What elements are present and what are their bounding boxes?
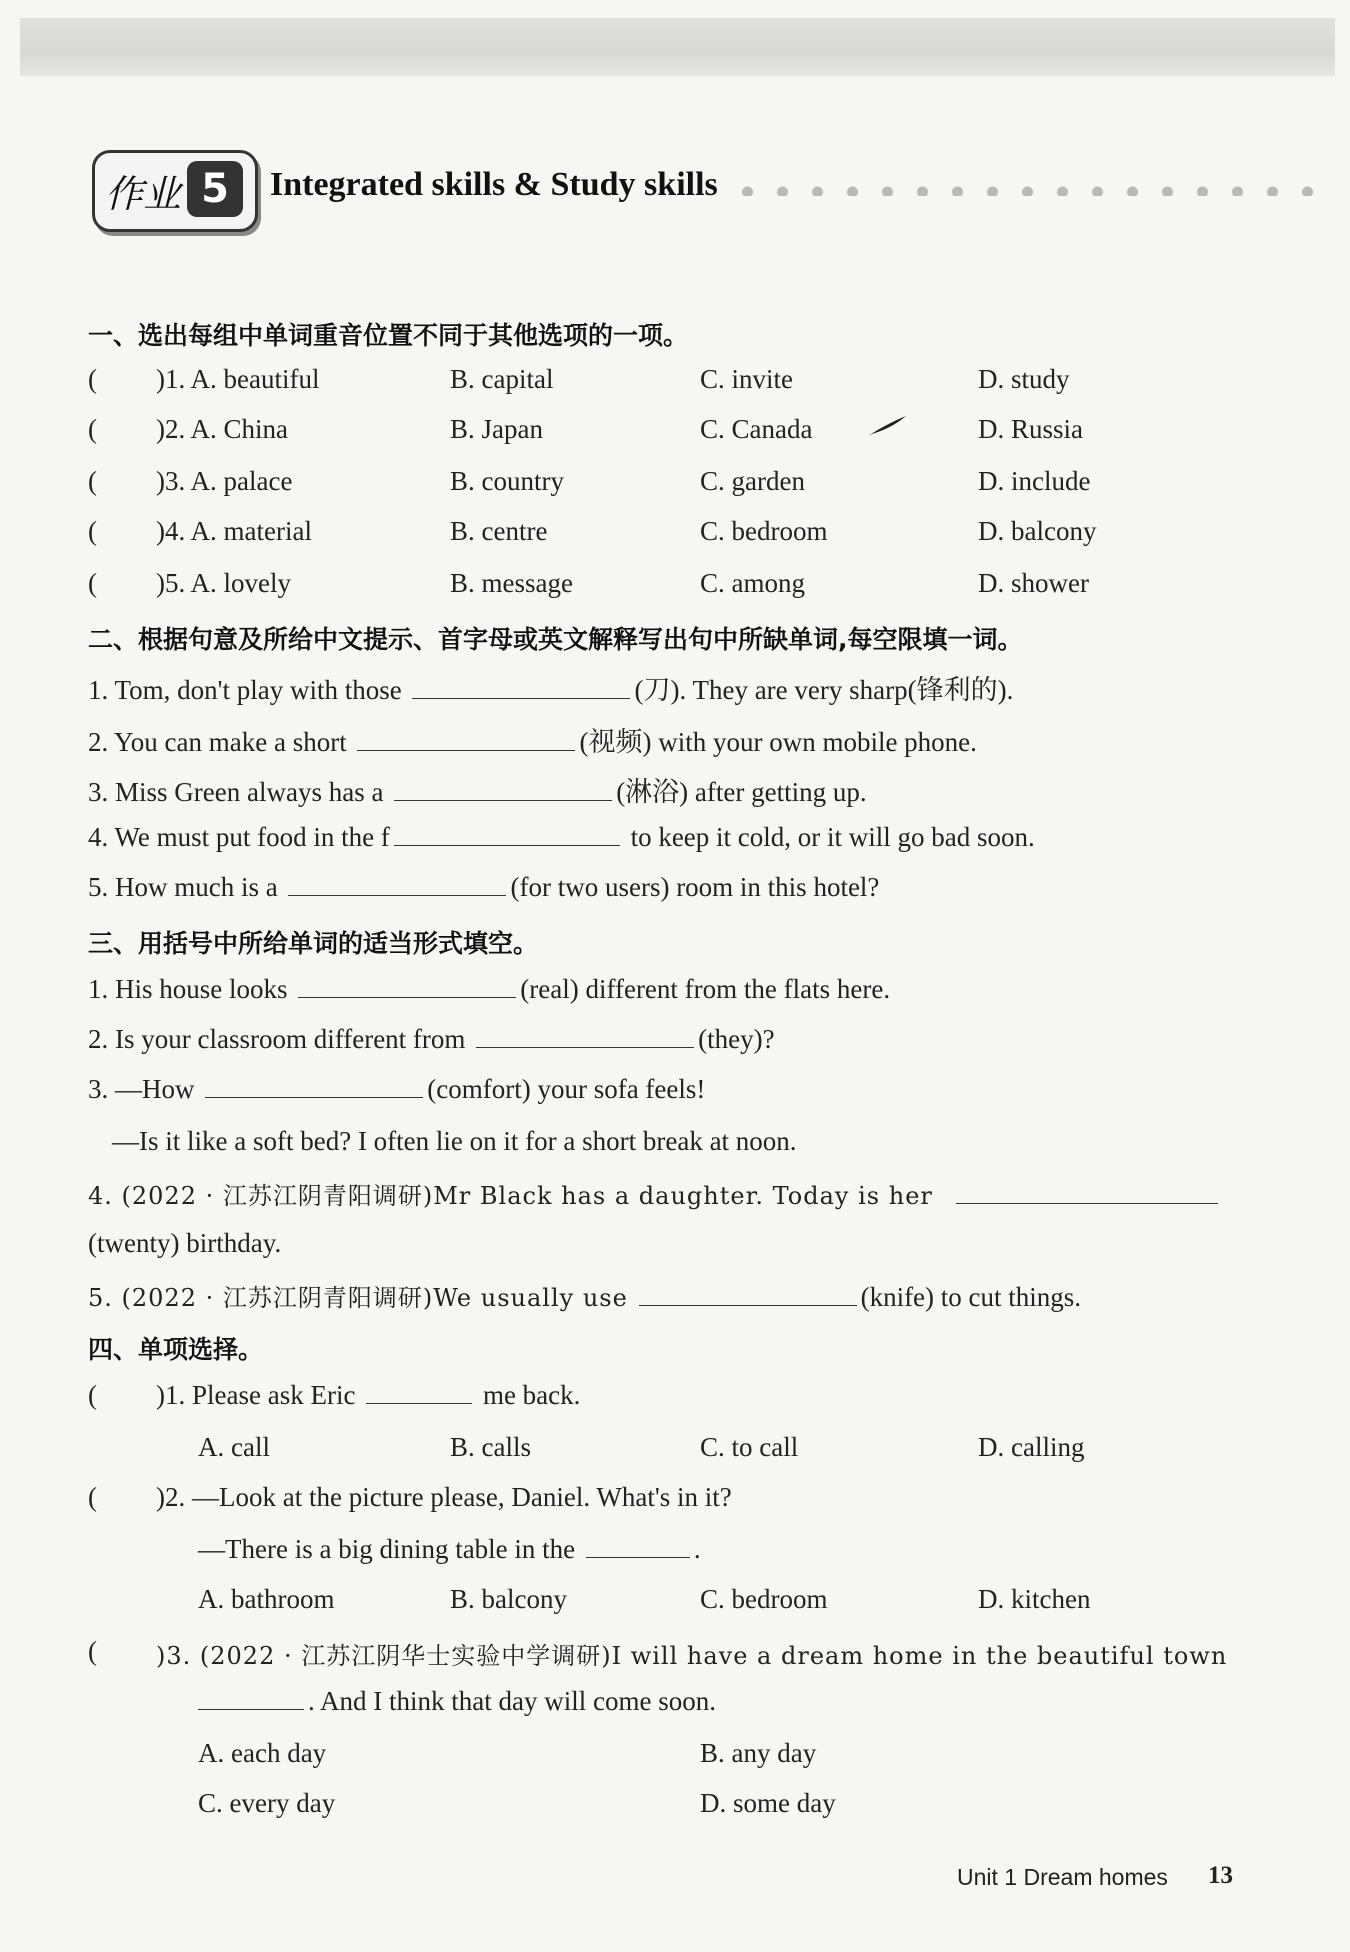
s2-text: (for two users) room in this hotel?: [510, 872, 880, 902]
s4-q2-option[interactable]: A. bathroom: [198, 1584, 335, 1614]
s2-text: (视频) with your own mobile phone.: [579, 727, 977, 757]
s3-text: 1. His house looks: [88, 974, 288, 1004]
s4-q3-option[interactable]: A. each day: [198, 1738, 327, 1768]
s4-text: —There is a big dining table in the: [198, 1534, 576, 1564]
answer-paren[interactable]: (: [88, 1482, 97, 1512]
s2-text: (刀). They are very sharp(锋利的).: [634, 675, 1014, 705]
title-dots: [730, 186, 1330, 196]
answer-blank[interactable]: [586, 1537, 690, 1558]
s3-item-4: [88, 1176, 1222, 1211]
s1-option-d: D. Russia: [978, 414, 1084, 444]
answer-blank[interactable]: [198, 1689, 304, 1710]
s4-text: me back.: [482, 1380, 581, 1410]
s4-q1-option[interactable]: A. call: [198, 1432, 270, 1462]
s4-q3-option[interactable]: B. any day: [700, 1738, 817, 1768]
s1-option-b: B. message: [450, 568, 573, 598]
s4-q1: [156, 1380, 580, 1411]
answer-blank[interactable]: [394, 825, 620, 846]
s3-text: 5. (2022 · 江苏江阴青阳调研)We usually use: [88, 1284, 628, 1312]
s2-item-5: [88, 872, 879, 903]
s4-q1-option[interactable]: C. to call: [700, 1432, 799, 1462]
s1-option-a: )1. A. beautiful: [156, 364, 320, 394]
s3-text: 3. —How: [88, 1074, 195, 1104]
answer-paren[interactable]: (: [88, 364, 97, 394]
section4-heading: 四、单项选择。: [88, 1335, 264, 1364]
answer-paren[interactable]: (: [88, 1380, 97, 1410]
s2-item-3: [88, 770, 867, 809]
answer-blank[interactable]: [639, 1285, 857, 1306]
s4-q2-option[interactable]: B. balcony: [450, 1584, 567, 1614]
badge-number: 5: [187, 161, 243, 217]
s4-q2-option[interactable]: C. bedroom: [700, 1584, 828, 1614]
s2-item-4: [88, 822, 1035, 853]
answer-blank[interactable]: [205, 1077, 423, 1098]
s3-item-1: [88, 974, 890, 1005]
s4-q1-option[interactable]: B. calls: [450, 1432, 531, 1462]
answer-blank[interactable]: [394, 780, 612, 801]
page-title: Integrated skills & Study skills: [270, 166, 718, 203]
pen-mark: [866, 414, 908, 440]
answer-blank[interactable]: [288, 875, 506, 896]
s2-text: 1. Tom, don't play with those: [88, 675, 402, 705]
section1-heading: 一、选出每组中单词重音位置不同于其他选项的一项。: [88, 321, 689, 350]
s1-option-c: C. among: [700, 568, 805, 598]
s1-option-d: D. balcony: [978, 516, 1097, 546]
s4-q2-line2: —There is a big dining table in the .: [198, 1534, 701, 1564]
assignment-badge: [92, 150, 258, 232]
s1-option-c: C. garden: [700, 466, 805, 496]
answer-blank[interactable]: [298, 977, 516, 998]
answer-blank[interactable]: [476, 1027, 694, 1048]
top-band: [20, 18, 1335, 76]
s1-option-b: B. centre: [450, 516, 548, 546]
s1-option-a: )5. A. lovely: [156, 568, 291, 598]
page-number: 13: [1208, 1862, 1233, 1889]
s2-text: to keep it cold, or it will go bad soon.: [630, 822, 1035, 852]
s3-item-5: [88, 1278, 1081, 1313]
s4-text: )1. Please ask Eric: [156, 1380, 356, 1410]
s1-option-a: )2. A. China: [156, 414, 288, 444]
s1-option-b: B. capital: [450, 364, 554, 394]
s1-option-a: )4. A. material: [156, 516, 312, 546]
s3-item-3-reply: —Is it like a soft bed? I often lie on it for a short break at noon.: [112, 1126, 797, 1156]
s3-text: (real) different from the flats here.: [520, 974, 891, 1004]
s1-option-a: )3. A. palace: [156, 466, 293, 496]
s3-item-3: [88, 1074, 705, 1105]
footer-unit: Unit 1 Dream homes: [957, 1864, 1168, 1890]
answer-paren[interactable]: (: [88, 414, 97, 444]
section2-heading: 二、根据句意及所给中文提示、首字母或英文解释写出句中所缺单词,每空限填一词。: [88, 625, 1023, 654]
answer-blank[interactable]: [357, 730, 575, 751]
s3-item-4-cont: (twenty) birthday.: [88, 1228, 282, 1258]
s1-option-b: B. country: [450, 466, 564, 496]
s2-text: 3. Miss Green always has a: [88, 777, 384, 807]
answer-paren[interactable]: (: [88, 516, 97, 546]
s3-text: (knife) to cut things.: [860, 1282, 1082, 1312]
s3-text: 2. Is your classroom different from: [88, 1024, 466, 1054]
s1-option-d: D. study: [978, 364, 1070, 394]
s2-item-1: [88, 668, 1013, 707]
answer-paren[interactable]: (: [88, 568, 97, 598]
s1-option-d: D. shower: [978, 568, 1089, 598]
s2-text: (淋浴) after getting up.: [616, 777, 867, 807]
s4-q2: )2. —Look at the picture please, Daniel. What's in it?: [156, 1482, 732, 1512]
s3-item-2: [88, 1024, 775, 1055]
s4-q3-line2: [198, 1686, 716, 1717]
section3-heading: 三、用括号中所给单词的适当形式填空。: [88, 929, 539, 958]
s3-text: 4. (2022 · 江苏江阴青阳调研)Mr Black has a daughter. Today is her: [88, 1182, 933, 1210]
s4-q1-option[interactable]: D. calling: [978, 1432, 1085, 1462]
s4-q3: [156, 1636, 1227, 1671]
s1-option-c: C. invite: [700, 364, 793, 394]
s2-text: 5. How much is a: [88, 872, 278, 902]
answer-blank[interactable]: [412, 678, 630, 699]
s3-text: (they)?: [698, 1024, 775, 1054]
s1-option-c: C. bedroom: [700, 516, 828, 546]
s1-option-d: D. include: [978, 466, 1091, 496]
s4-q3-option[interactable]: C. every day: [198, 1788, 336, 1818]
answer-blank[interactable]: [366, 1383, 472, 1404]
answer-paren[interactable]: (: [88, 1636, 97, 1666]
answer-paren[interactable]: (: [88, 466, 97, 496]
s2-text: 4. We must put food in the f: [88, 822, 390, 852]
s2-text: 2. You can make a short: [88, 727, 347, 757]
s3-text: (comfort) your sofa feels!: [427, 1074, 706, 1104]
s4-q3-option[interactable]: D. some day: [700, 1788, 836, 1818]
s1-option-c: C. Canada: [700, 414, 813, 444]
badge-label: 作业: [105, 172, 182, 216]
s1-option-b: B. Japan: [450, 414, 543, 444]
s2-item-2: [88, 720, 977, 759]
answer-blank[interactable]: [956, 1183, 1218, 1204]
s4-text: . And I think that day will come soon.: [308, 1686, 716, 1716]
s4-text: )3. (2022 · 江苏江阴华士实验中学调研)I will have a dream home in the beautiful town: [156, 1642, 1228, 1670]
s4-q2-option[interactable]: D. kitchen: [978, 1584, 1091, 1614]
